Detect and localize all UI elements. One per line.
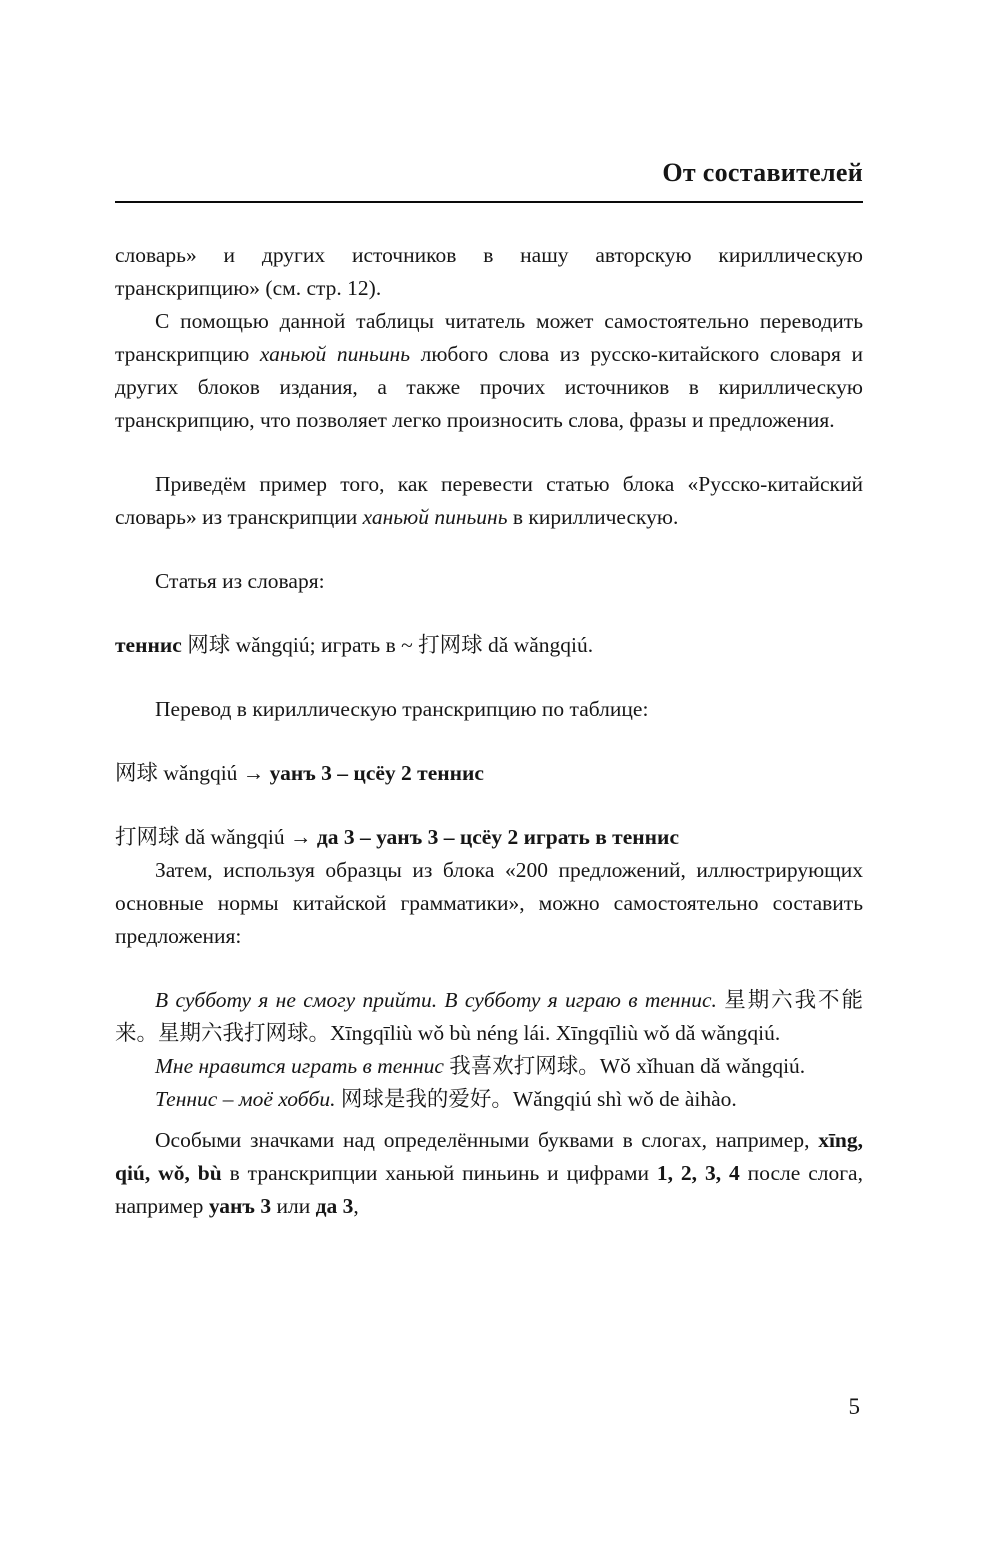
text-segment: 我喜欢打网球。Wǒ xǐhuan dǎ wǎngqiú.: [443, 1054, 806, 1078]
paragraph-table-usage: [115, 305, 863, 437]
page-header: От составителей: [662, 158, 863, 187]
italic-term-hanyu-pinyin: ханьюй пиньинь: [259, 342, 410, 366]
paragraph-transcription-example-2: [115, 821, 863, 854]
bold-cyrillic-transcription: уанъ 3 – цсёу 2 теннис: [269, 761, 484, 785]
text-segment: ,: [353, 1194, 359, 1218]
italic-term-hanyu-pinyin: ханьюй пиньинь: [362, 505, 508, 529]
text-segment: в кириллическую.: [507, 505, 679, 529]
bold-headword-tennis: теннис: [115, 633, 182, 657]
paragraph-sentence-building: [115, 854, 863, 953]
italic-russian-sentence: Мне нравится играть в теннис: [155, 1054, 444, 1078]
paragraph-tone-marks: [115, 1124, 863, 1223]
text-segment: словарь» и других источников в нашу авторскую кириллическую транскрипцию» (см. стр. 12).: [115, 243, 863, 300]
page-body: [115, 239, 863, 1223]
paragraph-example-sentence-3: [115, 1083, 863, 1116]
text-segment: Перевод в кириллическую транскрипцию по таблице:: [155, 697, 649, 721]
text-segment: в транскрипции ханьюй пиньинь и цифрами: [221, 1161, 657, 1185]
bold-cyrillic-transcription: да 3 – уанъ 3 – цсёу 2 играть в теннис: [316, 825, 679, 849]
paragraph-dictionary-entry: [115, 629, 863, 662]
paragraph-translation-label: [115, 693, 863, 726]
paragraph-example-sentence-2: [115, 1050, 863, 1083]
header-rule: [115, 201, 863, 203]
bold-syllable-example-2: да 3: [315, 1194, 354, 1218]
text-segment: 网球是我的爱好。Wǎngqiú shì wǒ de àihào.: [335, 1087, 737, 1111]
paragraph-example-sentence-1: [115, 984, 863, 1050]
text-segment: 打网球 dǎ wǎngqiú →: [115, 825, 317, 849]
text-segment: после слога, например: [115, 1161, 863, 1218]
bold-tone-numbers: 1, 2, 3, 4: [656, 1161, 740, 1185]
bold-syllable-example-1: уанъ 3: [208, 1194, 272, 1218]
text-segment: Особыми значками над определёнными буквами в слогах, например,: [155, 1128, 819, 1152]
bold-pinyin-syllables: xīng, qiú, wǒ, bù: [115, 1128, 863, 1185]
text-segment: любого слова из русско-китайского словаря и других блоков издания, а также прочих источников в кириллическую транскрипцию, что позволяет легко произносить слова, фразы и предложения.: [115, 342, 863, 432]
text-segment: 网球 wǎngqiú →: [115, 761, 270, 785]
text-segment: Статья из словаря:: [155, 569, 325, 593]
text-segment: С помощью данной таблицы читатель может самостоятельно переводить транскрипцию: [115, 309, 863, 366]
text-segment: или: [271, 1194, 316, 1218]
text-segment: 网球 wǎngqiú; играть в ~ 打网球 dǎ wǎngqiú.: [181, 633, 594, 657]
paragraph-continuation: [115, 239, 863, 305]
paragraph-example-intro: [115, 468, 863, 534]
text-segment: Затем, используя образцы из блока «200 предложений, иллюстрирующих основные нормы китайской грамматики», можно самостоятельно составить предложения:: [115, 858, 863, 948]
text-segment: Приведём пример того, как перевести статью блока «Русско-китайский словарь» из транскрипции: [115, 472, 863, 529]
italic-russian-sentence: В субботу я не смогу прийти. В субботу я играю в теннис.: [155, 988, 717, 1012]
page-number: 5: [848, 1394, 860, 1419]
text-segment: 星期六我不能来。星期六我打网球。Xīngqīliù wǒ bù néng lái. Xīngqīliù wǒ dǎ wǎngqiú.: [115, 988, 863, 1045]
italic-russian-sentence: Теннис – моё хобби.: [155, 1087, 336, 1111]
paragraph-entry-label: [115, 565, 863, 598]
paragraph-transcription-example-1: [115, 757, 863, 790]
